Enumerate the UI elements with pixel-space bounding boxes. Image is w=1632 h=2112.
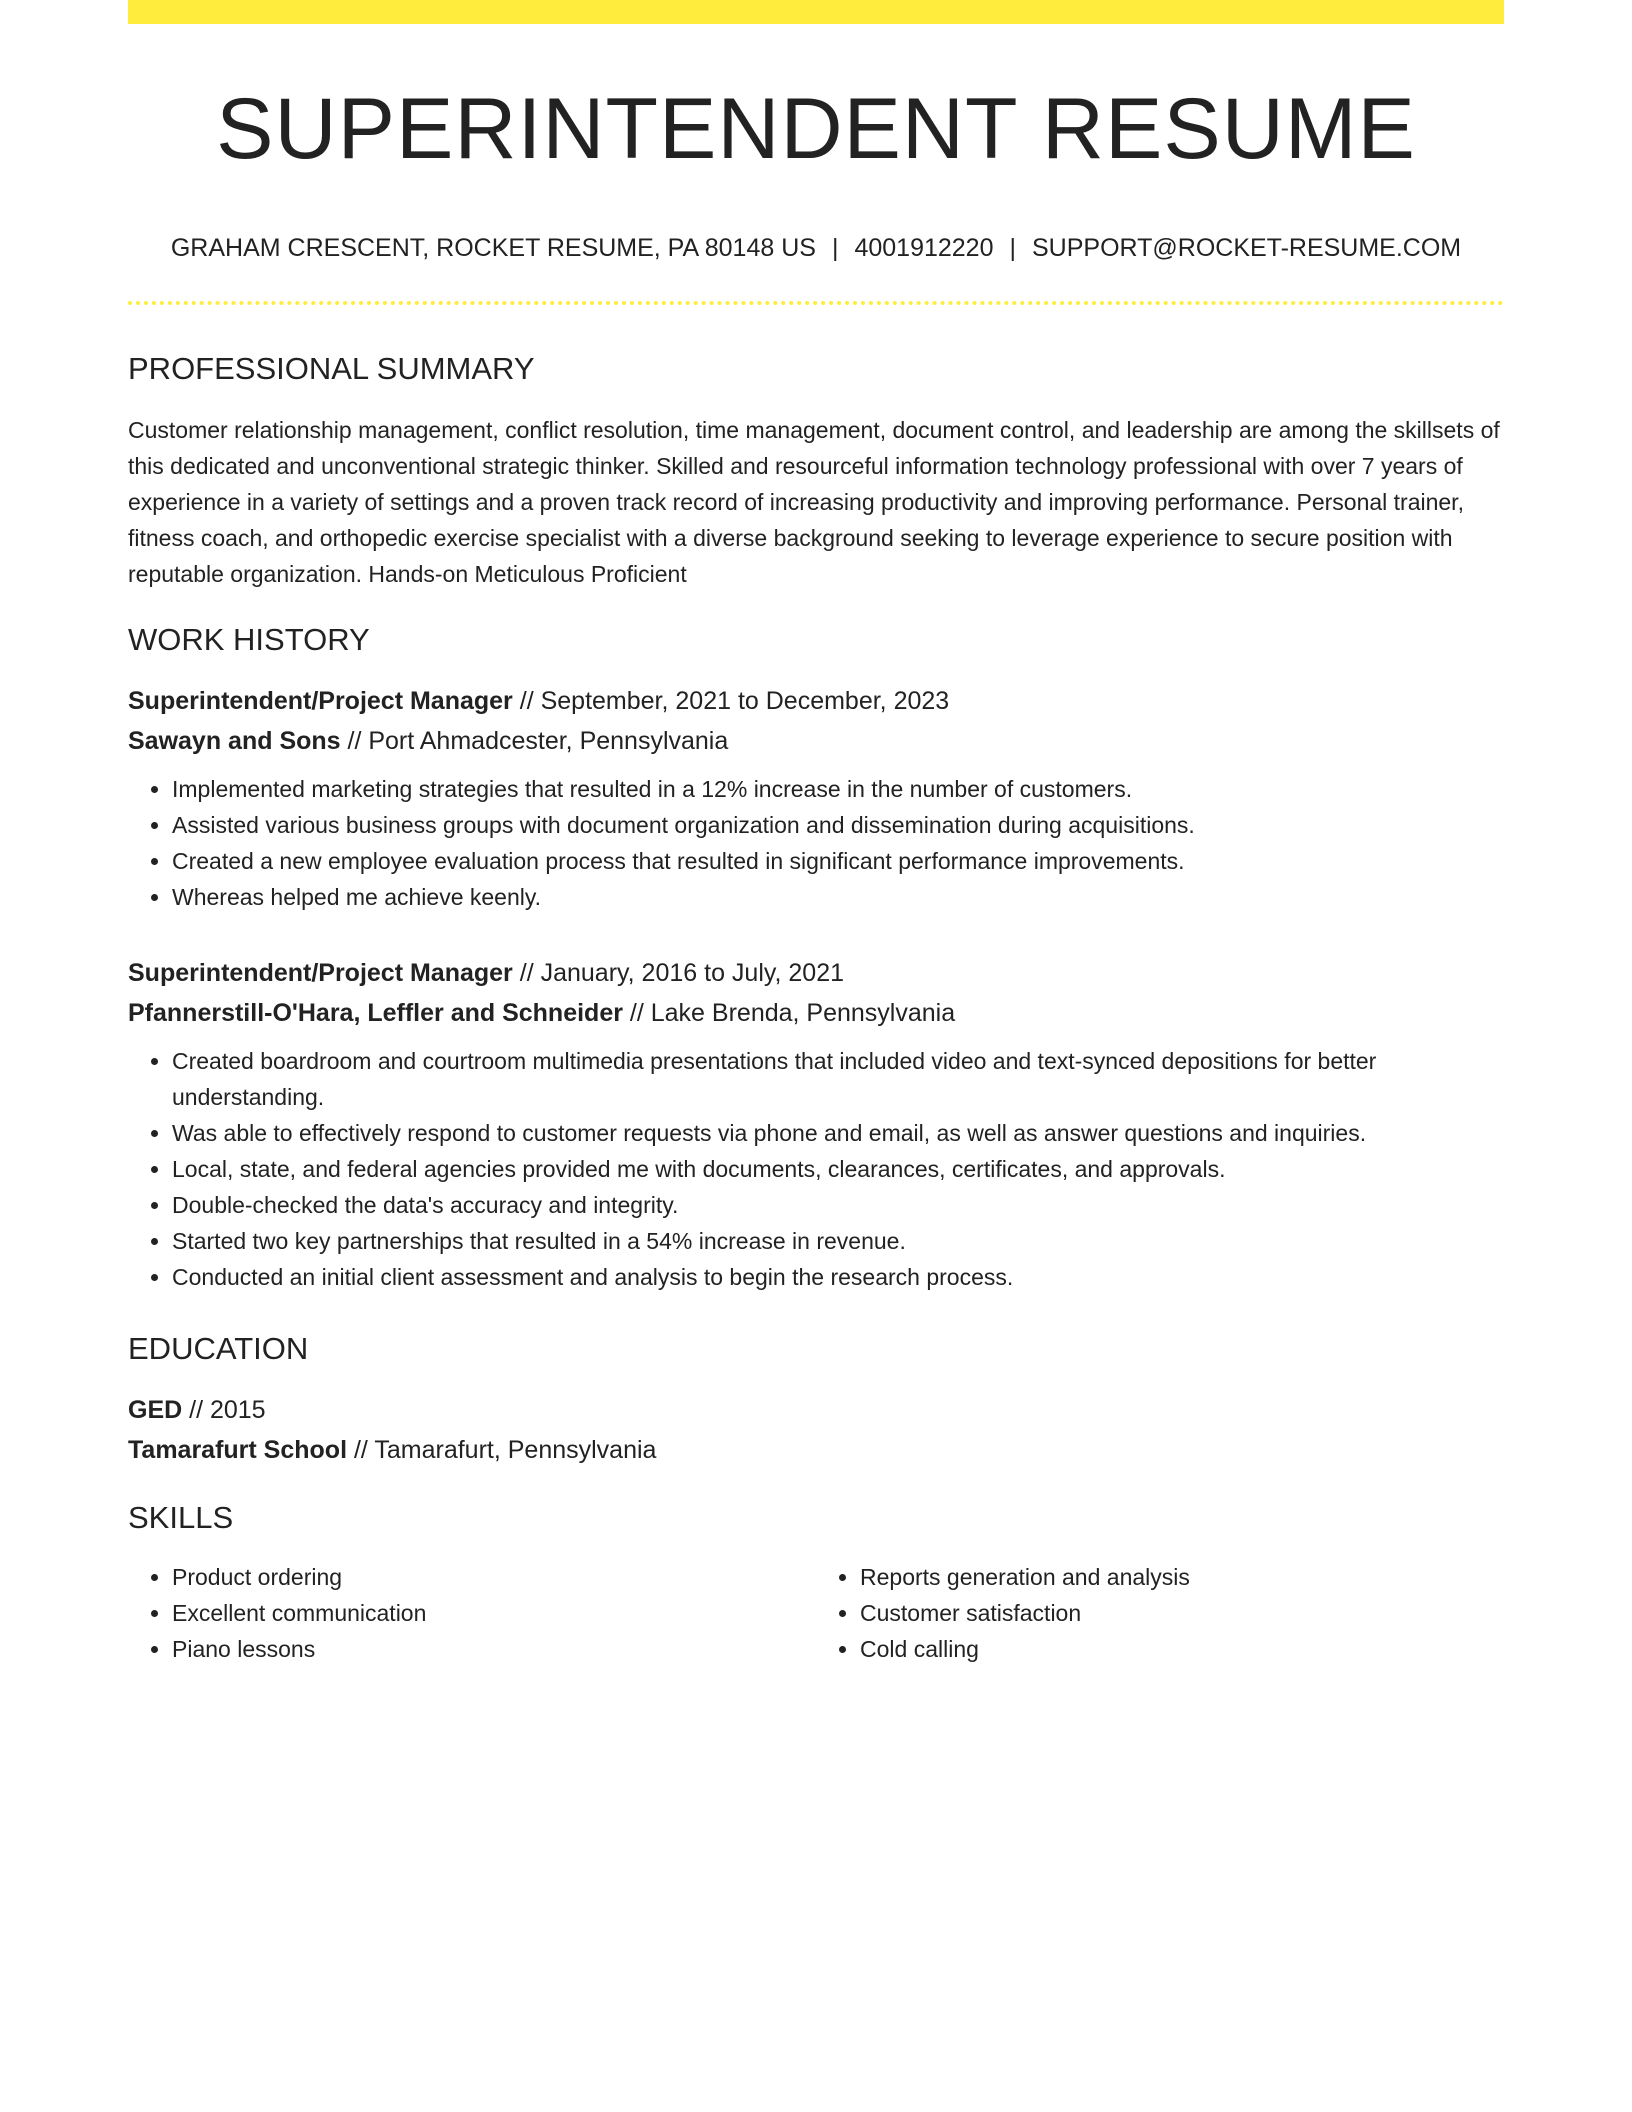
school-line bbox=[128, 1430, 1504, 1470]
header-divider bbox=[128, 301, 1504, 305]
job-location: // Port Ahmadcester, Pennsylvania bbox=[340, 727, 729, 755]
skills-heading: SKILLS bbox=[128, 1500, 234, 1535]
contact-separator: | bbox=[1009, 234, 1016, 262]
job-company-line bbox=[128, 993, 1504, 1033]
list-item: • Whereas helped me achieve keenly. bbox=[172, 879, 1504, 915]
job-bullets bbox=[128, 771, 1504, 915]
job-title-line bbox=[128, 953, 1504, 993]
resume-title: SUPERINTENDENT RESUME bbox=[216, 81, 1416, 177]
list-item: • Double-checked the data's accuracy and integrity. bbox=[172, 1187, 1504, 1223]
summary-heading: PROFESSIONAL SUMMARY bbox=[128, 351, 535, 386]
list-item: • Local, state, and federal agencies provided me with documents, clearances, certificates, and approvals. bbox=[172, 1151, 1504, 1187]
accent-top-bar bbox=[128, 0, 1504, 24]
job-bullets bbox=[128, 1043, 1504, 1295]
job-title-line bbox=[128, 681, 1504, 721]
contact-phone: 4001912220 bbox=[854, 234, 994, 262]
degree: GED bbox=[128, 1396, 183, 1424]
work-history-heading: WORK HISTORY bbox=[128, 622, 370, 657]
skills-grid bbox=[128, 1559, 1504, 1667]
degree-line bbox=[128, 1390, 1504, 1430]
job-dates: // January, 2016 to July, 2021 bbox=[512, 959, 845, 987]
list-item: • Reports generation and analysis bbox=[860, 1559, 1504, 1595]
list-item: • Started two key partnerships that resulted in a 54% increase in revenue. bbox=[172, 1223, 1504, 1259]
degree-year: // 2015 bbox=[182, 1396, 266, 1424]
job-title: Superintendent/Project Manager bbox=[128, 687, 513, 715]
list-item: • Created boardroom and courtroom multimedia presentations that included video and text-synced depositions for better understanding. bbox=[172, 1043, 1504, 1115]
job-location: // Lake Brenda, Pennsylvania bbox=[622, 999, 956, 1027]
job-title: Superintendent/Project Manager bbox=[128, 959, 513, 987]
school-location: // Tamarafurt, Pennsylvania bbox=[347, 1436, 657, 1464]
list-item: • Cold calling bbox=[860, 1631, 1504, 1667]
job-company-line bbox=[128, 721, 1504, 761]
contact-line bbox=[128, 236, 1504, 261]
job-dates: // September, 2021 to December, 2023 bbox=[512, 687, 950, 715]
list-item: • Piano lessons bbox=[172, 1631, 816, 1667]
summary-text: Customer relationship management, conflict resolution, time management, document control, and leadership are among the skillsets of this dedicated and unconventional strategic thinker. Skilled and resourceful information technology professional with over 7 years of experience in a variety of settings and a proven track record of increasing productivity and improving performance. Personal trainer, fitness coach, and orthopedic exercise specialist with a diverse background seeking to leverage experience to secure position with reputable organization. Hands-on Meticulous Proficient bbox=[128, 417, 1500, 587]
contact-address: GRAHAM CRESCENT, ROCKET RESUME, PA 80148 US bbox=[170, 234, 816, 262]
list-item: • Created a new employee evaluation process that resulted in significant performance improvements. bbox=[172, 843, 1504, 879]
list-item: • Assisted various business groups with document organization and dissemination during acquisitions. bbox=[172, 807, 1504, 843]
job-entry bbox=[128, 681, 1504, 915]
contact-email: SUPPORT@ROCKET-RESUME.COM bbox=[1032, 234, 1462, 262]
list-item: • Conducted an initial client assessment and analysis to begin the research process. bbox=[172, 1259, 1504, 1295]
list-item: • Product ordering bbox=[172, 1559, 816, 1595]
skills-column-left bbox=[128, 1559, 816, 1667]
list-item: • Implemented marketing strategies that resulted in a 12% increase in the number of customers. bbox=[172, 771, 1504, 807]
job-company: Pfannerstill-O'Hara, Leffler and Schneider bbox=[128, 999, 623, 1027]
job-company: Sawayn and Sons bbox=[128, 727, 341, 755]
contact-separator: | bbox=[831, 234, 839, 262]
education-entry bbox=[128, 1390, 1504, 1470]
school-name: Tamarafurt School bbox=[128, 1436, 348, 1464]
list-item: • Customer satisfaction bbox=[860, 1595, 1504, 1631]
list-item: • Was able to effectively respond to customer requests via phone and email, as well as answer questions and inquiries. bbox=[172, 1115, 1504, 1151]
education-heading: EDUCATION bbox=[128, 1331, 309, 1366]
job-entry bbox=[128, 953, 1504, 1295]
list-item: • Excellent communication bbox=[172, 1595, 816, 1631]
skills-column-right bbox=[816, 1559, 1504, 1667]
resume-page bbox=[128, 0, 1504, 1667]
